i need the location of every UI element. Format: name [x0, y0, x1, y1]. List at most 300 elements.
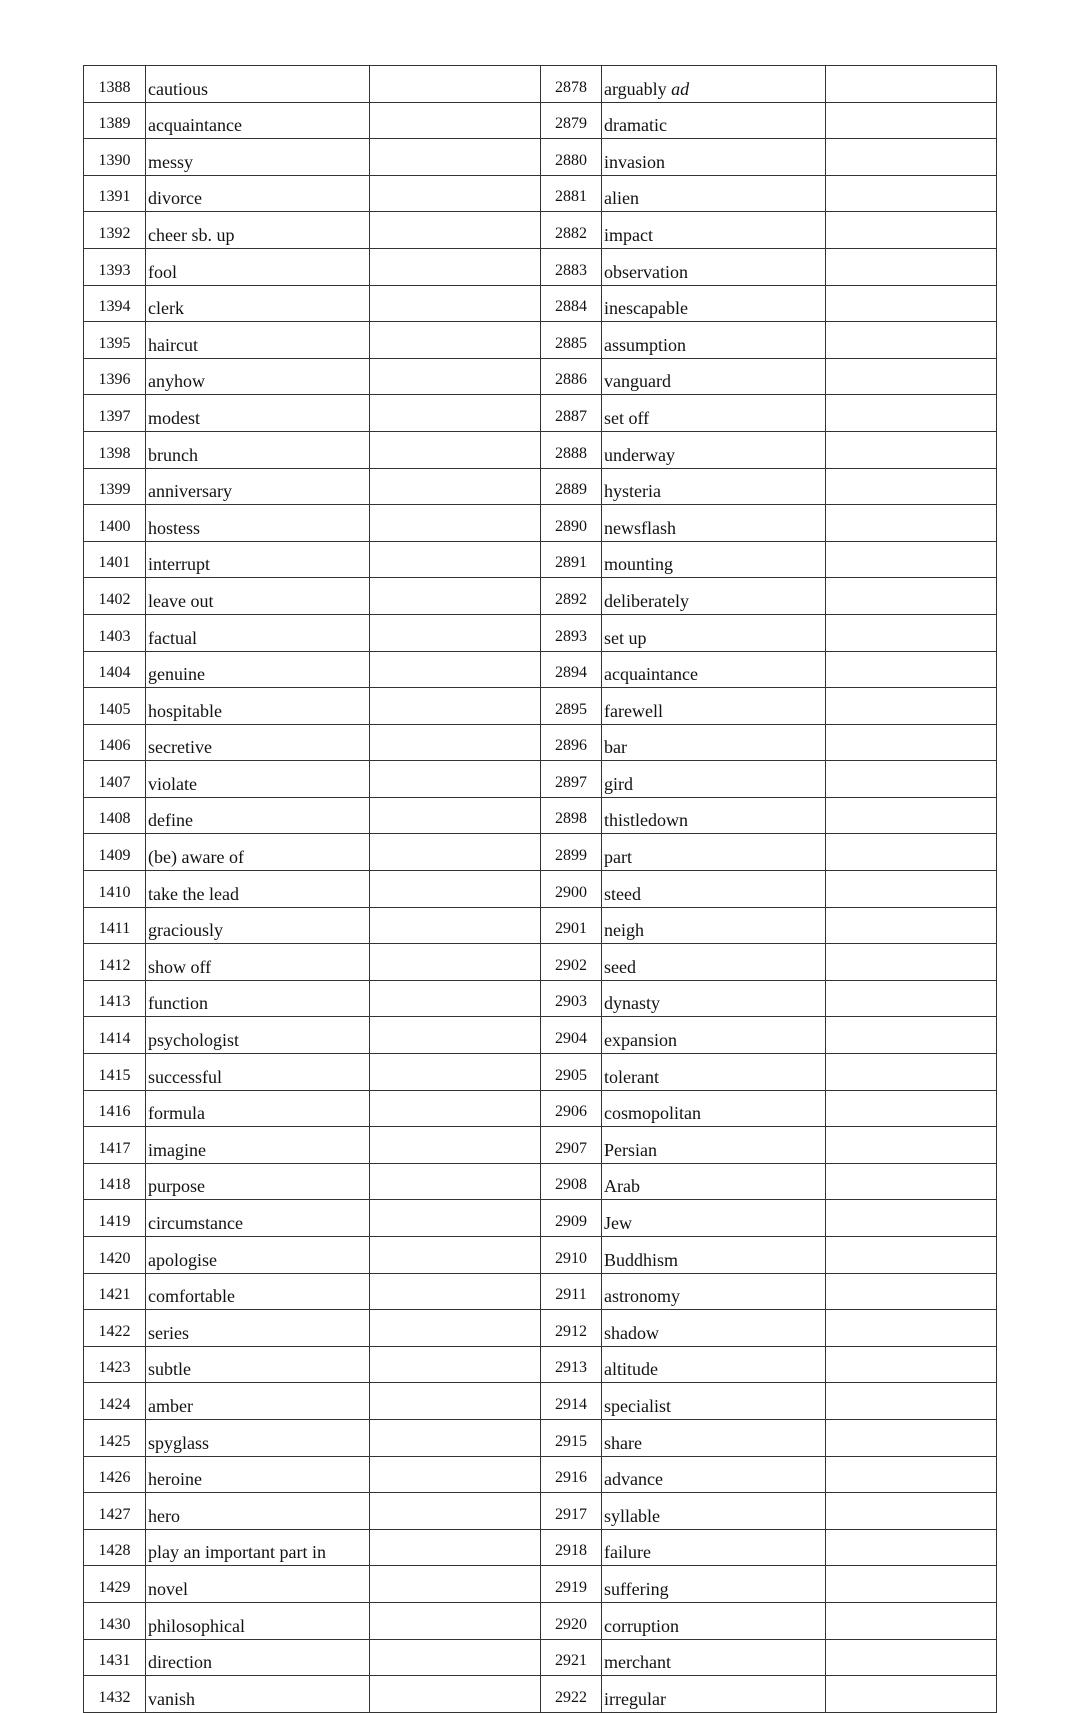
right-entry-answer-cell	[826, 102, 997, 139]
right-entry-number: 2891	[541, 541, 602, 578]
left-entry-number: 1400	[84, 505, 146, 542]
right-entry-word	[602, 1419, 826, 1456]
right-entry-number: 2922	[541, 1676, 602, 1713]
right-entry-word-text: merchant	[604, 1652, 671, 1673]
right-entry-answer-cell	[826, 322, 997, 359]
right-entry-word	[602, 1090, 826, 1127]
left-entry-word: leave out	[146, 578, 370, 615]
right-entry-answer-cell	[826, 1602, 997, 1639]
right-entry-word	[602, 1639, 826, 1676]
left-entry-answer-cell	[370, 688, 541, 725]
left-entry-answer-cell	[370, 1237, 541, 1274]
left-entry-word: messy	[146, 139, 370, 176]
right-entry-answer-cell	[826, 797, 997, 834]
left-entry-number: 1403	[84, 614, 146, 651]
table-row	[84, 1529, 997, 1566]
left-entry-word: brunch	[146, 431, 370, 468]
right-entry-word-text: Arab	[604, 1176, 640, 1197]
right-entry-word	[602, 1383, 826, 1420]
right-entry-word-text: invasion	[604, 151, 665, 172]
left-entry-number: 1432	[84, 1676, 146, 1713]
right-entry-word-text: expansion	[604, 1030, 677, 1051]
right-entry-word-text: failure	[604, 1542, 651, 1563]
left-entry-word: fool	[146, 248, 370, 285]
left-entry-word: direction	[146, 1639, 370, 1676]
right-entry-number: 2885	[541, 322, 602, 359]
table-row	[84, 1017, 997, 1054]
table-row	[84, 871, 997, 908]
left-entry-word: apologise	[146, 1237, 370, 1274]
right-entry-answer-cell	[826, 248, 997, 285]
right-entry-word	[602, 175, 826, 212]
table-row	[84, 1090, 997, 1127]
vocabulary-table-body	[84, 66, 997, 1713]
left-entry-number: 1408	[84, 797, 146, 834]
right-entry-word-text: specialist	[604, 1395, 671, 1416]
left-entry-number: 1427	[84, 1493, 146, 1530]
right-entry-number: 2916	[541, 1456, 602, 1493]
right-entry-number: 2920	[541, 1602, 602, 1639]
left-entry-number: 1399	[84, 468, 146, 505]
right-entry-word	[602, 1200, 826, 1237]
left-entry-word: vanish	[146, 1676, 370, 1713]
left-entry-word: divorce	[146, 175, 370, 212]
right-entry-word-text: arguably	[604, 78, 667, 99]
right-entry-word-text: irregular	[604, 1688, 666, 1709]
left-entry-number: 1424	[84, 1383, 146, 1420]
right-entry-word	[602, 688, 826, 725]
right-entry-word-text: dramatic	[604, 115, 667, 136]
right-entry-word-text: observation	[604, 261, 688, 282]
right-entry-word	[602, 907, 826, 944]
table-row	[84, 1566, 997, 1603]
right-entry-answer-cell	[826, 1493, 997, 1530]
left-entry-answer-cell	[370, 871, 541, 908]
right-entry-number: 2896	[541, 724, 602, 761]
right-entry-word-text: altitude	[604, 1359, 658, 1380]
right-entry-word-text: mounting	[604, 554, 674, 575]
right-entry-word	[602, 578, 826, 615]
right-entry-answer-cell	[826, 212, 997, 249]
left-entry-number: 1401	[84, 541, 146, 578]
left-entry-word: successful	[146, 1054, 370, 1091]
left-entry-answer-cell	[370, 505, 541, 542]
right-entry-answer-cell	[826, 1054, 997, 1091]
right-entry-word-text: thistledown	[604, 810, 688, 831]
right-entry-word	[602, 358, 826, 395]
left-entry-number: 1412	[84, 944, 146, 981]
right-entry-number: 2911	[541, 1273, 602, 1310]
left-entry-word: formula	[146, 1090, 370, 1127]
left-entry-word: modest	[146, 395, 370, 432]
right-entry-answer-cell	[826, 980, 997, 1017]
right-entry-number: 2884	[541, 285, 602, 322]
table-row	[84, 834, 997, 871]
right-entry-word-text: shadow	[604, 1322, 659, 1343]
left-entry-number: 1407	[84, 761, 146, 798]
table-row	[84, 1456, 997, 1493]
right-entry-number: 2908	[541, 1163, 602, 1200]
left-entry-answer-cell	[370, 614, 541, 651]
table-row	[84, 1346, 997, 1383]
right-entry-word	[602, 505, 826, 542]
right-entry-word-text: newsflash	[604, 517, 676, 538]
right-entry-word-text: deliberately	[604, 590, 689, 611]
left-entry-answer-cell	[370, 834, 541, 871]
right-entry-word-text: alien	[604, 188, 639, 209]
table-row	[84, 102, 997, 139]
right-entry-number: 2906	[541, 1090, 602, 1127]
table-row	[84, 614, 997, 651]
left-entry-answer-cell	[370, 1127, 541, 1164]
left-entry-answer-cell	[370, 1566, 541, 1603]
right-entry-answer-cell	[826, 688, 997, 725]
right-entry-answer-cell	[826, 1310, 997, 1347]
right-entry-answer-cell	[826, 395, 997, 432]
right-entry-answer-cell	[826, 1273, 997, 1310]
right-entry-word	[602, 1310, 826, 1347]
left-entry-answer-cell	[370, 212, 541, 249]
right-entry-word-text: Buddhism	[604, 1249, 679, 1270]
right-entry-word-text: astronomy	[604, 1286, 680, 1307]
table-row	[84, 980, 997, 1017]
right-entry-answer-cell	[826, 358, 997, 395]
right-entry-word	[602, 871, 826, 908]
left-entry-number: 1414	[84, 1017, 146, 1054]
left-entry-word: philosophical	[146, 1602, 370, 1639]
right-entry-answer-cell	[826, 1163, 997, 1200]
left-entry-word: cheer sb. up	[146, 212, 370, 249]
table-row	[84, 761, 997, 798]
right-entry-word	[602, 944, 826, 981]
right-entry-number: 2888	[541, 431, 602, 468]
right-entry-word	[602, 66, 826, 103]
right-entry-answer-cell	[826, 1017, 997, 1054]
table-row	[84, 431, 997, 468]
right-entry-word-text: seed	[604, 956, 636, 977]
left-entry-answer-cell	[370, 1200, 541, 1237]
right-entry-number: 2921	[541, 1639, 602, 1676]
right-entry-number: 2903	[541, 980, 602, 1017]
table-row	[84, 395, 997, 432]
right-entry-answer-cell	[826, 468, 997, 505]
right-entry-word-text: corruption	[604, 1615, 679, 1636]
left-entry-answer-cell	[370, 395, 541, 432]
left-entry-answer-cell	[370, 431, 541, 468]
table-row	[84, 66, 997, 103]
left-entry-number: 1393	[84, 248, 146, 285]
left-entry-answer-cell	[370, 651, 541, 688]
right-entry-answer-cell	[826, 175, 997, 212]
right-entry-number: 2881	[541, 175, 602, 212]
table-row	[84, 175, 997, 212]
table-row	[84, 1237, 997, 1274]
left-entry-word: haircut	[146, 322, 370, 359]
table-row	[84, 541, 997, 578]
left-entry-word: anniversary	[146, 468, 370, 505]
table-row	[84, 285, 997, 322]
right-entry-answer-cell	[826, 1346, 997, 1383]
right-entry-word-text: dynasty	[604, 993, 660, 1014]
right-entry-number: 2902	[541, 944, 602, 981]
right-entry-number: 2918	[541, 1529, 602, 1566]
left-entry-number: 1428	[84, 1529, 146, 1566]
right-entry-number: 2907	[541, 1127, 602, 1164]
left-entry-word: secretive	[146, 724, 370, 761]
left-entry-answer-cell	[370, 1493, 541, 1530]
right-entry-answer-cell	[826, 834, 997, 871]
left-entry-number: 1409	[84, 834, 146, 871]
right-entry-word-text: vanguard	[604, 371, 671, 392]
left-entry-answer-cell	[370, 541, 541, 578]
right-entry-answer-cell	[826, 1419, 997, 1456]
left-entry-word: circumstance	[146, 1200, 370, 1237]
left-entry-number: 1398	[84, 431, 146, 468]
right-entry-number: 2919	[541, 1566, 602, 1603]
left-entry-word: play an important part in	[146, 1529, 370, 1566]
right-entry-answer-cell	[826, 139, 997, 176]
left-entry-answer-cell	[370, 1163, 541, 1200]
left-entry-answer-cell	[370, 1346, 541, 1383]
right-entry-word	[602, 102, 826, 139]
right-entry-number: 2900	[541, 871, 602, 908]
right-entry-word-text: neigh	[604, 920, 644, 941]
right-entry-number: 2913	[541, 1346, 602, 1383]
left-entry-answer-cell	[370, 944, 541, 981]
right-entry-word	[602, 1602, 826, 1639]
table-row	[84, 248, 997, 285]
left-entry-number: 1389	[84, 102, 146, 139]
right-entry-answer-cell	[826, 614, 997, 651]
left-entry-answer-cell	[370, 1273, 541, 1310]
table-row	[84, 907, 997, 944]
right-entry-word	[602, 322, 826, 359]
left-entry-answer-cell	[370, 1676, 541, 1713]
right-entry-answer-cell	[826, 431, 997, 468]
right-entry-word-text: cosmopolitan	[604, 1103, 701, 1124]
right-entry-word	[602, 614, 826, 651]
left-entry-answer-cell	[370, 468, 541, 505]
right-entry-word	[602, 285, 826, 322]
left-entry-word: series	[146, 1310, 370, 1347]
right-entry-word-text: syllable	[604, 1505, 660, 1526]
left-entry-answer-cell	[370, 980, 541, 1017]
right-entry-word	[602, 1676, 826, 1713]
left-entry-number: 1402	[84, 578, 146, 615]
right-entry-word-text: steed	[604, 883, 641, 904]
table-row	[84, 1054, 997, 1091]
right-entry-word	[602, 1017, 826, 1054]
table-row	[84, 212, 997, 249]
left-entry-answer-cell	[370, 578, 541, 615]
left-entry-answer-cell	[370, 761, 541, 798]
right-entry-number: 2892	[541, 578, 602, 615]
left-entry-word: hostess	[146, 505, 370, 542]
left-entry-number: 1423	[84, 1346, 146, 1383]
right-entry-number: 2887	[541, 395, 602, 432]
right-entry-answer-cell	[826, 1090, 997, 1127]
table-row	[84, 468, 997, 505]
left-entry-word: show off	[146, 944, 370, 981]
right-entry-answer-cell	[826, 1383, 997, 1420]
left-entry-word: graciously	[146, 907, 370, 944]
right-entry-number: 2878	[541, 66, 602, 103]
right-entry-number: 2894	[541, 651, 602, 688]
right-entry-number: 2898	[541, 797, 602, 834]
left-entry-word: amber	[146, 1383, 370, 1420]
right-entry-word	[602, 651, 826, 688]
right-entry-number: 2897	[541, 761, 602, 798]
right-entry-number: 2917	[541, 1493, 602, 1530]
left-entry-number: 1418	[84, 1163, 146, 1200]
right-entry-number: 2904	[541, 1017, 602, 1054]
right-entry-word	[602, 1127, 826, 1164]
left-entry-word: acquaintance	[146, 102, 370, 139]
table-row	[84, 1163, 997, 1200]
left-entry-number: 1404	[84, 651, 146, 688]
table-row	[84, 1639, 997, 1676]
left-entry-answer-cell	[370, 66, 541, 103]
right-entry-answer-cell	[826, 1237, 997, 1274]
right-entry-answer-cell	[826, 907, 997, 944]
left-entry-word: subtle	[146, 1346, 370, 1383]
left-entry-answer-cell	[370, 102, 541, 139]
right-entry-word	[602, 1529, 826, 1566]
right-entry-word-text: part	[604, 847, 632, 868]
right-entry-answer-cell	[826, 1127, 997, 1164]
left-entry-answer-cell	[370, 1529, 541, 1566]
left-entry-answer-cell	[370, 1383, 541, 1420]
table-row	[84, 1200, 997, 1237]
left-entry-number: 1417	[84, 1127, 146, 1164]
left-entry-word: clerk	[146, 285, 370, 322]
right-entry-word-text: impact	[604, 224, 653, 245]
table-row	[84, 505, 997, 542]
right-entry-answer-cell	[826, 1639, 997, 1676]
left-entry-answer-cell	[370, 139, 541, 176]
left-entry-number: 1410	[84, 871, 146, 908]
right-entry-word	[602, 797, 826, 834]
left-entry-number: 1425	[84, 1419, 146, 1456]
right-entry-word-text: inescapable	[604, 298, 688, 319]
right-entry-answer-cell	[826, 505, 997, 542]
right-entry-answer-cell	[826, 1200, 997, 1237]
right-entry-answer-cell	[826, 1566, 997, 1603]
right-entry-answer-cell	[826, 944, 997, 981]
right-entry-word-text: set up	[604, 627, 647, 648]
left-entry-number: 1394	[84, 285, 146, 322]
right-entry-number: 2901	[541, 907, 602, 944]
right-entry-word	[602, 761, 826, 798]
right-entry-answer-cell	[826, 724, 997, 761]
left-entry-number: 1421	[84, 1273, 146, 1310]
right-entry-answer-cell	[826, 1456, 997, 1493]
right-entry-number: 2915	[541, 1419, 602, 1456]
left-entry-word: genuine	[146, 651, 370, 688]
right-entry-word	[602, 1273, 826, 1310]
right-entry-word-text: Persian	[604, 1139, 657, 1160]
left-entry-word: take the lead	[146, 871, 370, 908]
right-entry-word-text: underway	[604, 444, 675, 465]
right-entry-word	[602, 1237, 826, 1274]
left-entry-number: 1426	[84, 1456, 146, 1493]
table-row	[84, 1310, 997, 1347]
table-row	[84, 651, 997, 688]
left-entry-word: cautious	[146, 66, 370, 103]
right-entry-word	[602, 1493, 826, 1530]
left-entry-number: 1413	[84, 980, 146, 1017]
left-entry-word: hero	[146, 1493, 370, 1530]
right-entry-number: 2889	[541, 468, 602, 505]
left-entry-word: violate	[146, 761, 370, 798]
left-entry-number: 1431	[84, 1639, 146, 1676]
right-entry-word	[602, 1346, 826, 1383]
vocabulary-table	[83, 65, 997, 1713]
left-entry-answer-cell	[370, 1090, 541, 1127]
right-entry-word	[602, 1163, 826, 1200]
part-of-speech-label: ad	[671, 78, 690, 99]
right-entry-word	[602, 980, 826, 1017]
table-row	[84, 1273, 997, 1310]
left-entry-answer-cell	[370, 1639, 541, 1676]
right-entry-answer-cell	[826, 1529, 997, 1566]
left-entry-word: (be) aware of	[146, 834, 370, 871]
right-entry-word	[602, 724, 826, 761]
right-entry-number: 2895	[541, 688, 602, 725]
right-entry-number: 2880	[541, 139, 602, 176]
left-entry-answer-cell	[370, 175, 541, 212]
left-entry-answer-cell	[370, 1017, 541, 1054]
right-entry-word	[602, 834, 826, 871]
left-entry-answer-cell	[370, 1310, 541, 1347]
table-row	[84, 1419, 997, 1456]
left-entry-number: 1388	[84, 66, 146, 103]
left-entry-word: imagine	[146, 1127, 370, 1164]
left-entry-number: 1416	[84, 1090, 146, 1127]
left-entry-number: 1411	[84, 907, 146, 944]
left-entry-number: 1396	[84, 358, 146, 395]
table-row	[84, 139, 997, 176]
table-row	[84, 724, 997, 761]
right-entry-word	[602, 1566, 826, 1603]
left-entry-word: spyglass	[146, 1419, 370, 1456]
right-entry-number: 2912	[541, 1310, 602, 1347]
right-entry-word-text: Jew	[604, 1213, 632, 1233]
right-entry-number: 2914	[541, 1383, 602, 1420]
table-row	[84, 1676, 997, 1713]
right-entry-number: 2905	[541, 1054, 602, 1091]
table-row	[84, 358, 997, 395]
table-row	[84, 322, 997, 359]
left-entry-number: 1391	[84, 175, 146, 212]
left-entry-number: 1392	[84, 212, 146, 249]
left-entry-number: 1405	[84, 688, 146, 725]
right-entry-word-text: assumption	[604, 334, 687, 355]
left-entry-number: 1420	[84, 1237, 146, 1274]
left-entry-word: comfortable	[146, 1273, 370, 1310]
right-entry-number: 2879	[541, 102, 602, 139]
left-entry-word: interrupt	[146, 541, 370, 578]
left-entry-answer-cell	[370, 358, 541, 395]
right-entry-answer-cell	[826, 871, 997, 908]
right-entry-word-text: hysteria	[604, 481, 661, 502]
left-entry-answer-cell	[370, 1419, 541, 1456]
right-entry-word	[602, 431, 826, 468]
right-entry-answer-cell	[826, 285, 997, 322]
left-entry-word: novel	[146, 1566, 370, 1603]
right-entry-number: 2890	[541, 505, 602, 542]
right-entry-number: 2899	[541, 834, 602, 871]
